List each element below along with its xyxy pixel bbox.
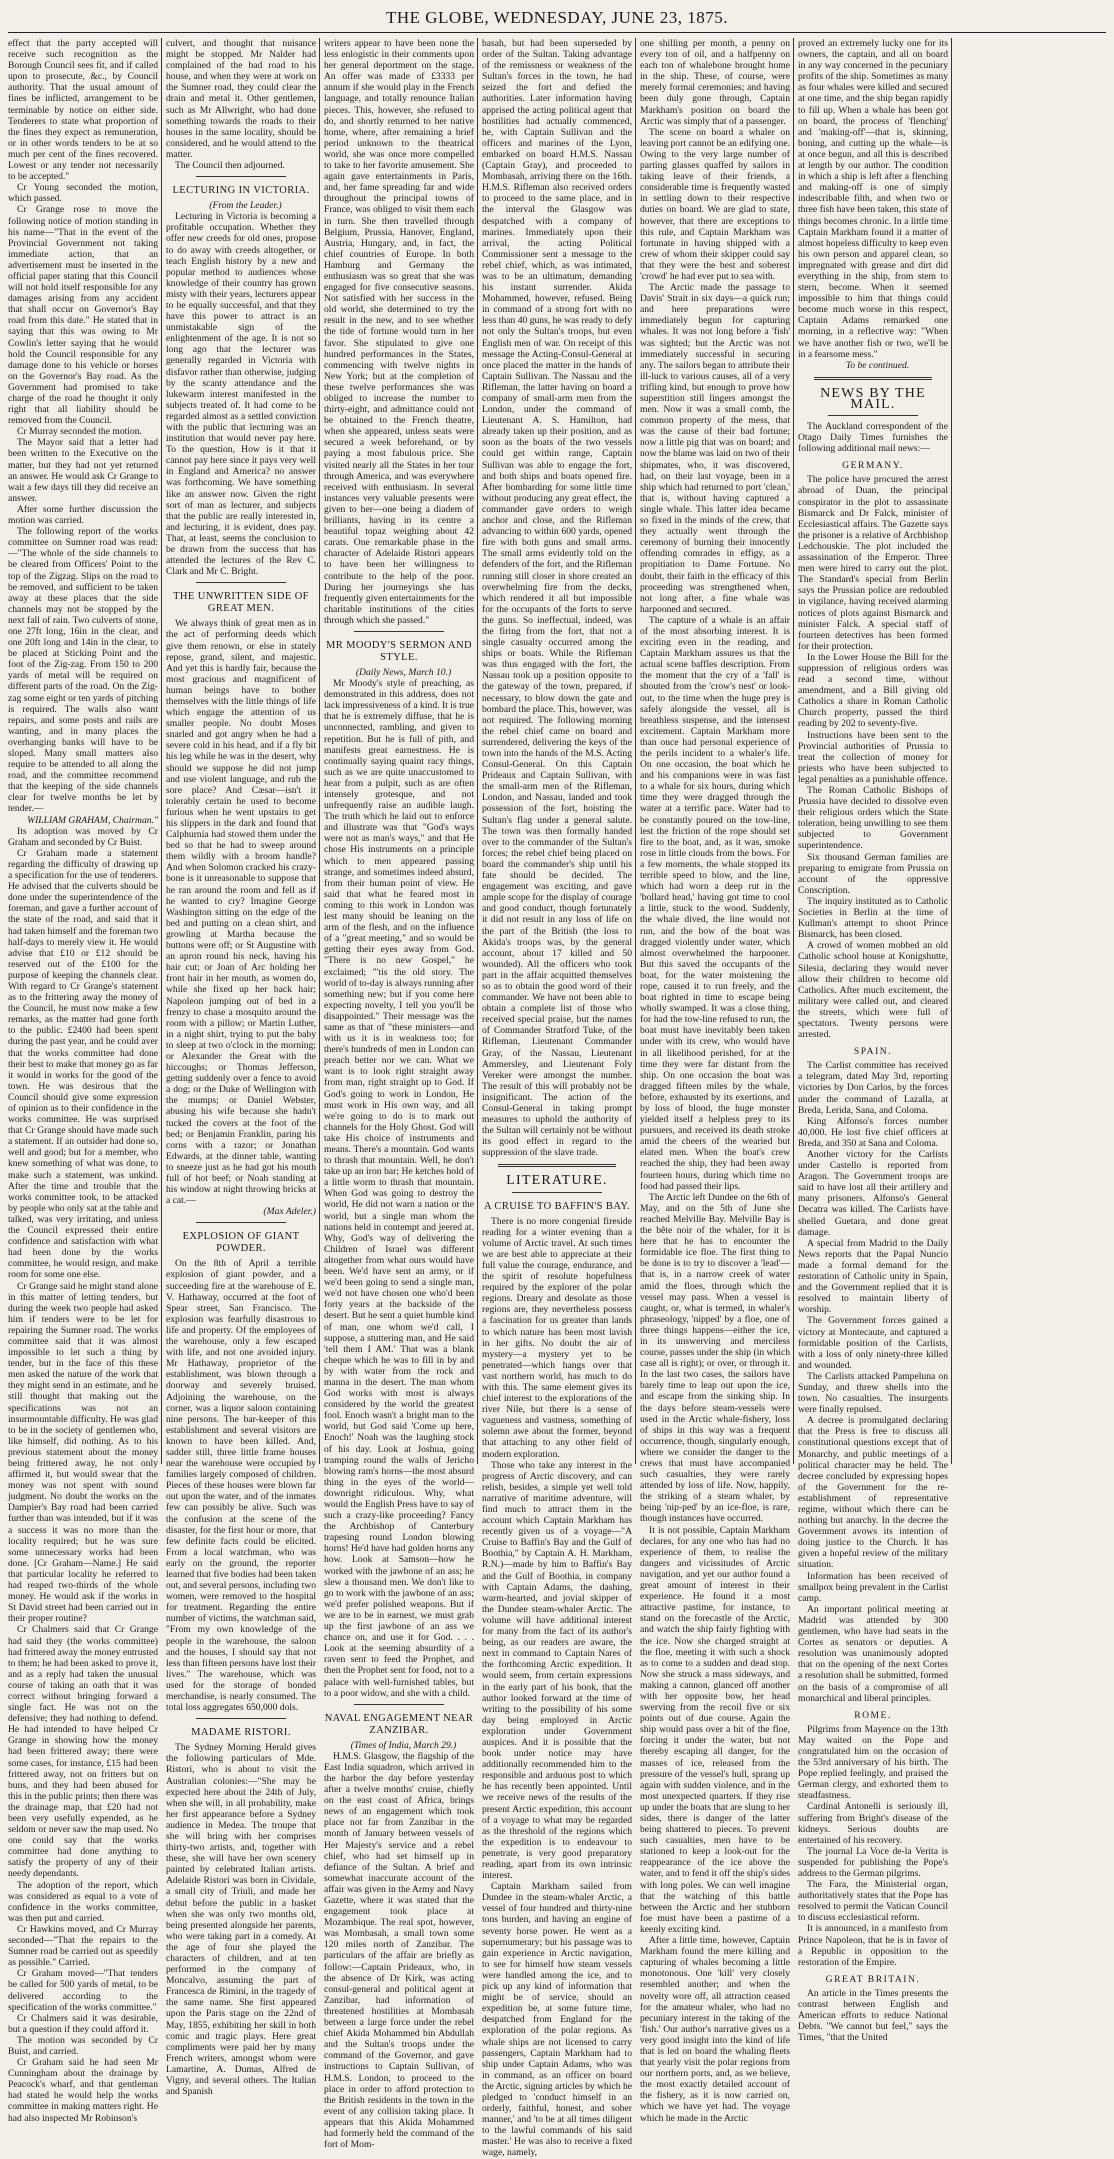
paragraph: proved an extremely lucky one for its owners, the captain, and all on board in any way concerned in the pecuniary profits of the ship. Sometimes as many as four whales were killed and secured at one time, and the ship began rapidly to fill up. When a whale has been got on board, the process of 'flenching' and 'making-off'—that is, skinning, boning, and cutting up the whale—is at once begun, and all this is described at length by our author. The condition in which a ship is left after a flenching and making-off is one of simply indescribable filth, and when two or three fish have been taken, this state of things becomes chronic. In a little time Captain Markham found it a matter of almost hopeless difficulty to keep even his own person and apparel clean, so impregnated with grease and dirt did everything in the ship, from stem to stern, become. When it seemed impossible to him that things could become much worse in this respect, Captain Adams remarked one morning, in a reflective way: "When we have another fish or two, we'll be in a fearsome mess." — [798, 38, 948, 360]
divider — [196, 1222, 286, 1223]
paragraph: The Carlist committee has received a telegram, dated May 3rd, reporting victories by Don Carlos, by the forces under the command of Lazalla, at Breda, Lerida, Sana, and Coloma. — [798, 1060, 948, 1116]
column-5 — [640, 38, 791, 2124]
paragraph: After a little time, however, Captain Markham found the mere killing and capturing of whales becoming a little monotonous. One 'kill' very closely resembled another; and when the novelty wore off, all attraction ceased for the amateur whaler, who had no pecuniary interest in the taking of the 'fish.' Our author's narrative gives us a very good insight into the kind of life that is led on board the whaling fleets that yearly visit the polar regions from our northern ports, and, as we believe, the most exactly detailed account of the fishery, as it is now carried on, which we have yet had. The voyage which he made in the Arctic — [640, 1935, 790, 2124]
paragraph: The scene on board a whaler on leaving port cannot be an edifying one. Owing to the very large number of parting glasses quaffed by sailors in taking leave of their friends, a considerable time is frequently wasted in settling down to their respective duties on board. We are glad to state, however, that there are exceptions to this rule, and Captain Markham was fortunate in having shipped with a crew of whom their skipper could say that they were the best and soberest 'crowd' he had ever put to sea with. — [640, 126, 790, 282]
paragraph: The journal La Voce de-la Verita is suspended for publishing the Pope's address to the German pilgrims. — [798, 1845, 948, 1879]
divider — [814, 377, 932, 380]
column-4 — [482, 38, 633, 2159]
paragraph: Cr Graham said he had seen Mr Cunningham about the drainage by Peacock's wharf, and that gentleman had stated he would help the works committee in making matters right. He had also inspected Mr Robinson's — [8, 2057, 158, 2124]
article-headline: EXPLOSION OF GIANT POWDER. — [182, 1231, 300, 1255]
article-source: (Daily News, March 10.) — [355, 666, 452, 678]
article-source: (Times of India, March 29.) — [350, 1739, 457, 1751]
paragraph: The Government forces gained a victory at Montecaute, and captured a formidable position of the Carlists, with a loss of only ninety-three killed and wounded. — [798, 1315, 948, 1371]
paragraph: Cr Murray seconded the motion. — [17, 426, 142, 438]
section-headline: NEWS BY THE MAIL. — [820, 385, 926, 412]
paragraph: The Council then adjourned. — [175, 160, 285, 172]
paragraph: Mr Moody's style of preaching, as demonstrated in this address, does not lack impressiveness of a kind. It is true that he is extremely diffuse, that he is unconnected, rambling, and given to repetition. But he is full of pith, and manifests great earnestness. He is continually saying quaint racy things, such as we are quite unaccustomed to hear from a pulpit, such as are often intensely grotesque, and not unfrequently raise an audible laugh. The truth which he laid out to enforce and illustrate was that "God's ways were not as man's ways," and that He chose His instruments on a principle which to men appeared passing strange, and sometimes indeed absurd, from their human point of view. He said that what he feared most in coming to this work in London was lest many should be leaning on the arm of the flesh, and on the influence of a "great meeting," and so would be getting their eyes away from God. "There is no new Gospel," he exclaimed; "'tis the old story. The world of to-day is always running after something new; but if you come here expecting novelty, I tell you you'll be disappointed." Their message was the same as that of "these ministers—and with us it is in weakness too; for there's hundreds of men in London can preach better nor we can. What we want is to look right straight away from man, right straight up to God. If God's going to work in London, He must work in His own way, and all we're going to do is to mark out channels for the Holy Ghost. God will take His choice of instruments and means. There's a mountain. God wants to thrash that mountain. Well, he don't take up an iron bar; He ketches hold of a little worm to thrash that mountain. When God was going to destroy the world, He did not warn a nation or the world, but a single man whom the nations held in contempt and jeered at. Why, God's way of delivering the Children of Israel was different altogether from what ours would have been. We'd have sent an army, or if we'd been going to send a single man, we'd not have chosen one who'd been forty years at the backside of the desert. But he sent a quiet humble kind of man, one whom we'd call, I suppose, a stuttering man, and He said 'tell them I AM.' That was a blank cheque which he was to fill in by and by with water from the rock and manna in the desert. The man whom God works with most is always considered by the world the greatest fool. Enoch wasn't a bright man to the world, but God said 'Come up here, Enoch!' Noah was the laughing stock of his day. Look at Joshua, going tramping round the walls of Jericho blowing ram's horns—the most absurd thing in the eyes of the world—downright ridiculous. Why, what would the English Press have to say of such a crazy-like proceeding? Fancy the Archbishop of Canterbury trapesing round London blowing horns! He'd have had golden horns any how. Look at Samson—how he worked with the jawbone of an ass; he slew a thousand men. We don't like to go to work with the jawbone of an ass; we'd prefer polished weapons. But if we are to be in earnest, we must grab up the first jawbone of an ass we chance on, and use it for God. . . . Look at the seeming absurdity of a raven sent to feed the Prophet, and then the Prophet sent for food, not to a palace with well-furnished tables, but to a poor widow, and she with a child. — [324, 678, 474, 1699]
paragraph: The inquiry instituted as to Catholic Societies in Berlin at the time of Kullman's attempt to shoot Prince Bismarck, has been closed. — [798, 895, 948, 941]
paragraph: Captain Markham sailed from Dundee in the steam-whaler Arctic, a vessel of four hundred and thirty-nine tons burden, and having an engine of seventy horse power. He went as a supernumerary; but his passage was to gain experience in Arctic navigation, to see for himself how steam vessels were handled among the ice, and to pick up any kind of information that might be of service, should an expedition be, at some future time, despatched from England for the exploration of the polar regions. As whale ships are not licensed to carry passengers, Captain Markham had to ship under Captain Adams, who was in command, as an officer on board the Arctic, signing articles by which he pledged to 'conduct himself in an orderly, faithful, honest, and sober manner,' and 'to be at all times diligent to the lawful commands of his said master.' He was also to receive a fixed wage, namely, — [482, 1881, 632, 2159]
paragraph: Cr Chalmers said that Cr Grange had said they (the works committee) had frittered away the money entrusted to them; he had been asked to prove it, and as a reply had taken the unusual course of taking an oath that it was correct without bringing forward a single fact. He was not on the defensive; they had nothing to defend. He had intended to have helped Cr Grange in showing how the money had been frittered away; there were some cases, for instance, £15 had been frittered away, not on fritters but on buns, and they had been abused for this in the public prints; then there was the drainage map, that £20 had not been very usefully expended, as he seldom or never saw the map used. No one could say that the works committee had done anything to satisfy the property of any of their needy dependants. — [8, 1624, 158, 1880]
divider — [196, 176, 286, 177]
column-divider — [161, 38, 162, 1464]
paragraph: A special from Madrid to the Daily News reports that the Papal Nuncio made a formal demand for the restoration of Catholic unity in Spain, and the Government replied that it is resolved to maintain liberty of worship. — [798, 1237, 948, 1316]
paragraph: The Roman Catholic Bishops of Prussia have decided to dissolve even their religious orders which the State toleration, being unwilling to see them subjected to Government superintendence. — [798, 785, 948, 852]
article-headline: MADAME RISTORI. — [191, 1727, 291, 1739]
paragraph: Cardinal Antonelli is seriously ill, suffering from Bright's disease of the kidneys. Serious doubts are entertained of his recovery. — [798, 1801, 948, 1846]
paragraph: one shilling per month, a penny on every ton of oil, and a halfpenny on each ton of whalebone brought home in the ship. These, of course, were merely formal ceremonies; and having been duly gone through, Captain Markham's position on board the Arctic was simply that of a passenger. — [640, 38, 790, 127]
paragraph: The Fara, the Ministerial organ, authoritatively states that the Pope has resolved to permit the Vatican Council to discuss ecclesiastical reform. — [798, 1879, 948, 1924]
section-headline: LITERATURE. — [506, 1173, 608, 1189]
masthead-title: THE GLOBE, WEDNESDAY, JUNE 23, 1875. — [385, 8, 729, 27]
subsection-heading: GREAT BRITAIN. — [825, 1973, 921, 1985]
article-headline: A CRUISE TO BAFFIN'S BAY. — [483, 1200, 630, 1212]
paragraph: An article in the Times presents the contrast between English and American efforts to reduce National Debts. "We cannot but feel," says the Times, "that the United — [798, 1987, 948, 2044]
paragraph: After some further discussion the motion was carried. — [8, 503, 158, 527]
paragraph: Those who take any interest in the progress of Arctic discovery, and can relish, besides, a simple yet well told narrative of maritime adventure, will find much to attract them in the account which Captain Markham has recently given us of a voyage—"A Cruise to Baffin's Bay and the Gulf of Boothia," by Captain A. H. Markham, R.N.)—made by him to Baffin's Bay and the Gulf of Boothia, in company with Captain Adams, the dashing, warm-hearted, and jovial skipper of the Dundee steam-whaler Arctic. The volume will have additional interest for many from the fact of its author's being, as our readers are aware, the next in command to Captain Nares of the forthcoming Arctic expedition. It would seem, from certain expressions in the early part of his book, that the author looked forward at the time of writing to the possibility of his some day being employed in Arctic exploration under Government auspices. And it is possible that the book under notice may have additionally recommended him to the responsible and arduous post to which he has recently been appointed. Until we receive news of the results of the present Arctic expedition, this account of a voyage to what may be regarded as the threshold of the regions which the expedition is to endeavour to penetrate, is very good preparatory reading, apart from its own intrinsic interest. — [482, 1459, 632, 1882]
column-1 — [8, 38, 158, 2124]
article-headline: NAVAL ENGAGEMENT NEAR ZANZIBAR. — [324, 1712, 474, 1736]
paragraph: King Alfonso's forces number 40,000. He lost five chief officers at Breda, and 350 at Sana and Coloma. — [798, 1115, 948, 1149]
divider — [196, 1718, 286, 1719]
column-divider — [951, 38, 952, 1464]
paragraph: The police have procured the arrest abroad of Duan, the principal conspirator in the plot to assassinate Bismarck and Dr Falck, minister of Ecclesiastical affairs. The Gazette says the prisoner is a relative of Archbishop Ledchouskie. The plot included the assassination of the Emperor. Three men were hired to carry out the plot. The Standard's special from Berlin says the Prussian police are redoubled in vigilance, having received alarming notices of plots against Bismarck and minister Falck. A special staff of fourteen detectives has been formed for their protection. — [798, 474, 948, 652]
paragraph: Cr Chalmers said it was desirable, but a question if they could afford it. — [8, 2012, 158, 2035]
paragraph: Pilgrims from Mayence on the 13th May waited on the Pope and congratulated him on the occasion of the 53rd anniversary of his birth. The Pope replied feelingly, and praised the German clergy, and exhorted them to steadfastness. — [798, 1723, 948, 1802]
paragraph: We always think of great men as in the act of performing deeds which give them renown, or else in stately repose, grand, silent, and majestic. And yet this is hardly fair, because the most gracious and magnificent of human beings have to bother themselves with the little things of life which engage the attention of us smaller people. No doubt Moses snarled and got angry when he had a severe cold in his head, and if a fly bit his leg while he was in the desert, why should we suppose he did not jump and use violent language, and rub the sore place? And Cæsar—isn't it tolerably certain he used to become furious when he went upstairs to get his slippers in the dark and found that Calphurnia had stowed them under the bed so that he had to sweep around them wildly with a broom handle? And when Solomon cracked his crazy-bone is it unreasonable to suppose that he ran around the room and fell as if he wanted to cry? Imagine George Washington sitting on the edge of the bed and putting on a clean shirt, and growling at Martha because the buttons were off; or St Augustine with an apron round his neck, having his hair cut; or Joan of Arc holding her front hair in her mouth, as women do, while she fixed up her back hair; Napoleon jumping out of bed in a frenzy to chase a mosquito around the room with a pillow; or Martin Luther, in a night shirt, trying to put the baby to sleep at two o'clock in the morning; or Alexander the Great with the hiccoughs; or Thomas Jefferson, getting suddenly over a fence to avoid a dog; or the Duke of Wellington with the mumps; or Daniel Webster, abusing his wife because she hadn't tucked the covers at the foot of the bed; or Benjamin Franklin, paring his corns with a razor; or Jonathan Edwards, at the dinner table, wanting to sneeze just as he had got his mouth full of hot beef; or Noah standing at his window at night throwing bricks at a cat.— — [166, 618, 316, 1207]
paragraph: It is announced, in a manifesto from Prince Napoleon, that he is in favor of a Republic in opposition to the restoration of the Empire. — [798, 1923, 948, 1968]
divider — [354, 1704, 444, 1705]
article-headline: MR MOODY'S SERMON AND STYLE. — [326, 639, 472, 663]
subsection-heading: SPAIN. — [853, 1046, 893, 1058]
paragraph: The adoption of the report, which was considered as equal to a vote of confidence in the works committee, was then put and carried. — [8, 1879, 158, 1924]
paragraph: Instructions have been sent to the Provincial authorities of Prussia to treat the collection of money for priests who have been subjected to legal penalties as a punishable offence. — [798, 729, 948, 785]
paragraph: H.M.S. Glasgow, the flagship of the East India squadron, which arrived in the harbor the day before yesterday after a twelve months' cruise, chiefly on the east coast of Africa, brings news of an engagement which took place not far from Zanzibar in the month of January between vessels of Her Majesty's service and a rebel chief, who had set himself up in defiance of the Sultan. A brief and somewhat inaccurate account of the affair was given in the Army and Navy Gazette, where it was stated that the engagement took place at Mozambique. The real spot, however, was Mombasah, a small town some 120 miles north of Zanzibar. The particulars of the affair are briefly as follow:—Captain Prideaux, who, in the absence of Dr Kirk, was acting consul-general and political agent at Zanzibar, had information of threatened hostilities at Mombasah between a large force under the rebel chief Akida Mohammed bin Abdullah and the Sultan's troops under the command of the Governor, and gave instructions to Captain Sullivan, of H.M.S. London, to proceed to the place in order to afford protection to the British residents in the town in the event of any collision taking place. It appears that this Akida Mohammed had formerly held the command of the fort of Mom- — [324, 1750, 474, 2151]
paragraph: The Auckland correspondent of the Otago Daily Times furnishes the following additional mail news:— — [798, 421, 948, 455]
paragraph: writers appear to have been none the less enlogistic in their comments upon her general deportment on the stage. An offer was made of £3333 per annum if she would play in the French language, and totally renounce Italian pieces. This, however, she refused to do, and shortly returned to her native home, where, after remaining a brief period unknown to the theatrical world, she was once more compelled to take to her favorite amusement. She again gave entertainments in Paris, and, her fame spreading far and wide throughout the principal towns of France, was obliged to visit them each in turn. She then travelled through Belgium, Prussia, Hanover, England, Austria, Hungary, and, in fact, the chief countries of Europe. In both Hamburg and Germany the enthusiasm was so great that she was engaged for five consecutive seasons. Not satisfied with her success in the old world, she determined to try the result in the new, and to see whether the tide of fortune would turn in her favor. She stipulated to give one hundred performances in the States, commencing with twelve nights in New York; but at the completion of these twelve performances she was obliged to increase the number to thirty-eight, and admittance could not be obtained to the French theatre, when she appeared, unless seats were secured a week beforehand, or by paying a most fabulous price. She visited nearly all the States in her tour through America, and was everywhere received with enthusiasm. In several instances very valuable presents were given to her—one being a diadem of brilliants, having in its centre a beautiful topaz weighing about 42 carats. One remarkable phase in the character of Adelaide Ristori appears to have been her willingness to contribute to the help of the poor. During her journeyings she has frequently given entertainments for the charitable institutions of the cities through which she passed." — [324, 38, 474, 626]
column-3 — [324, 38, 474, 2151]
article-source: (From the Leader.) — [209, 200, 282, 212]
article-headline: THE UNWRITTEN SIDE OF GREAT MEN. — [173, 591, 309, 615]
paragraph: The capture of a whale is an affair of the most absorbing interest. It is exciting even in the reading, and Captain Markham assures us that the actual scene baffles description. From the moment that the cry of a 'fall' is shouted from the 'crow's nest' or look-out, to the time when the huge prey is safely alongside the vessel, all is breathless suspense, and the intensest excitement. Captain Markham more than once had personal experience of the perils incident to a whaler's life. On one occasion, the boat which he and his companions were in was fast to a whale for six hours, during which time they were dragged through the water at a terrific pace. Water had to be constantly poured on the tow-line, lest the friction of the rope should set fire to the boat, and, as it was, smoke rose in little clouds from the bows. For a few moments, the whale stopped its terrible speed to blow, and the line, which had worn a deep rut in the 'bollard head,' having got time to cool a little, stuck to the wood. Suddenly, the whale dived, the line would not run, and the bow of the boat was dragged violently under water, which almost overwhelmed the harpooner. But this saved the occupants of the boat, for the water moistening the rope, caused it to run freely, and the boat righted in time to escape being wholly swamped. It was a close thing, for had the tow-line refused to run, the boat must have inevitably been taken under with its crew, who would have in all likelihood perished, for at the time they were far distant from the ship. On one occasion the boat was dragged fifteen miles by the whale, before, exhausted by its exertions, and by loss of blood, the huge monster yielded itself a helpless prey to its pursuers, and received its death stroke amid the cheers of the wearied but elated men. When the boat's crew reached the ship, they had been away fourteen hours, during which time no food had passed their lips. — [640, 614, 790, 1192]
paragraph: There is no more congenial fireside reading for a winter evening than a volume of Arctic travel. At such times we are best able to appreciate at their full value the courage, endurance, and the spirit of resolute hopefulness required by the explorer of the polar regions. Dreary and desolate as those regions are, they nevertheless possess a fascination for us greater than lands to which nature has been most lavish in her gifts. No doubt the air of mystery—a mystery yet to be penetrated—which hangs over that vast northern world, has much to do with this. The same element gives its chief interest to the explorations of the river Nile, but there is a sense of vagueness and vastness, something of solemn awe about the former, beyond that attaching to any other field of modern exploration. — [482, 1215, 632, 1460]
paragraph: Six thousand German families are preparing to emigrate from Prussia on account of the oppressive Conscription. — [798, 851, 948, 896]
paragraph: The Arctic made the passage to Davis' Strait in six days—a quick run; and here preparations were immediately begun for capturing whales. It was not long before a 'fish' was sighted; but the Arctic was not immediately successful in securing any. The sailors began to attribute their ill-luck to various causes, all of a very trifling kind, but enough to prove how superstition still lingers amongst the men. Now it was a small comb, the common property of the mess, that was the cause of their bad fortune; now a little pig that was on board; and now the blame was laid on two of their shipmates, who, it was discovered, had, on their last voyage, been in a ship which had returned to port 'clean,' that is, without having captured a single whale. This latter idea became so fixed in the minds of the crew, that they actually went through the ceremony of burning their innocently offending comrades in effigy, as a propitiation to Dame Fortune. No doubt, their faith in the efficacy of this proceeding was strengthened when, not long after, a fine whale was harpooned and secured. — [640, 282, 790, 615]
paragraph: The Arctic left Dundee on the 6th of May, and on the 5th of June she reached Melville Bay. Melville Bay is the bête noir of the whaler, for it is here that he has to encounter the formidable ice floe. The first thing to be done is to try to discover a 'lead'—that is, in a narrow creek of water amid the floes, through which the vessel may pass. When a vessel is caught, or, what is termed, in whaler's phraseology, 'nipped' by a floe, one of three things happens—either the ice, in its unswerving and merciless course, passes under the ship (in which case all is right); or over, or through it. In the last two cases, the sailors have barely time to leap out upon the ice, and escape from the sinking ship. In the days before steam-vessels were used in the Arctic whale-fishery, loss of ships in this way was a frequent occurrence, though, singularly enough, where we consider the danger to the crews that must have accompanied such casualties, they were rarely attended by loss of life. Now, happily, the striking of a steam whaler, by being 'nip-ped' by an ice-floe, is rare, though instances have occurred. — [640, 1191, 791, 1525]
paragraph: Cr Graham made a statement regarding the difficulty of drawing up a specification for the use of tenderers. He advised that the culverts should be done under the superintendence of the foreman, and gave a further account of the state of the road, and said that it had taken himself and the foreman two half-days to merely view it. He would advise that £10 or £12 should be reserved out of the £100 for the purpose of keeping the channels clear. With regard to Cr Grange's statement as to the frittering away the money of the Council, he must now make a few remarks, as the matter had gone forth to the public. £2400 had been spent during the past year, and he could aver that the works committee had done their best to make that money go as far it would in works for the good of the town. He was desirous that the Council should give some expression of opinion as to their confidence in the works committee. He was surprised that Cr Grange should have made such a statement. If an outsider had done so, well and good; but for a member, who knew something of what was done, to make such a statement, was unkind. After the time and trouble that the works committee took, to be attacked by people who only sat at the table and talked, was very irritating, and unless the Council expressed their entire confidence and satisfaction with what had been done by the works committee, he would resign, and make room for some one else. — [8, 847, 158, 1281]
paragraph: effect that the party accepted will receive such recognition as the Borough Council sees fit, and if called upon to prosecute, &c., by Council authority. That the usual amount of fines be inflicted, arrangement to be terminable by notice on either side. Tenderers to state what proportion of the fines they expect as remuneration, or in other words tenders to be at so much per cent of the fines recovered. Lowest or any tender not necessarily to be accepted." — [8, 38, 158, 183]
paragraph: It is not possible, Captain Markham declares, for any one who has had no experience of them, to realise the dangers and vicissitudes of Arctic navigation, and yet our author found a great amount of interest in their experience. He found it a most attractive pastime, for instance, to stand on the forecastle of the Arctic, and watch the ship fairly fighting with the ice. Now she charged straight at the floe, meeting it with such a shock as to come to a sudden and dead stop. Now she struck a mass sideways, and making a cannon, glanced off another with her opposite bow, her head swerving from the recoil five or six points out of due course. Again the ship would pass over a bit of the floe, forcing it under the water, but not thereby escaping all danger, for the masses of ice, released from the pressure of the vessel's hull, sprang up again with sudden violence, and in the most unexpected quarters. If they rise up under the boats that are slung to her sides, there is danger of the latter being shattered to pieces. To prevent such casualties, men have to be stationed to keep a look-out for the reappearance of the ice above the water, and to fend it off the ship's sides with long poles. We can well imagine that the watching of this battle between the Arctic and her stubborn foe must have been a pastime of a keenly exciting kind. — [640, 1524, 790, 1935]
subsection-heading: GERMANY. — [842, 460, 904, 472]
paragraph: basah, but had been superseded by order of the Sultan. Taking advantage of the remissness or weakness of the Sultan's forces in the town, he had seized the fort and defied the authorities. Later information having apprised the acting political agent that hostilities had actually commenced, he, with Captain Sullivan and the officers and marines of the Lyon, embarked on board H.M.S. Nassau (Captain Gray), and proceeded to Mombasah, arriving there on the 16th. H.M.S. Rifleman also received orders to proceed to the same place, and in the interval the Glasgow was despatched with a company of marines. Immediately upon their arrival, the acting Political Commissioner sent a message to the rebel chief, which, as was intimated, was to be an ultimatum, demanding his instant surrender. Akida Mohammed, however, refused. Being in command of a strong fort with no less than 40 guns, he was ready to defy not only the Sultan's troops, but even English men of war. On receipt of this message the Acting-Consul-General at once placed the matter in the hands of Captain Sullivan. The Nassau and the Rifleman, the latter having on board a company of small-arm men from the London, under the command of Lieutenant A. S. Hamilton, had already taken up their position, and as soon as the boats of the two vessels could get within range, Captain Sullivan was able to engage the fort, and both ships and boats opened fire. After bombarding for some little time without producing any great effect, the commander gave orders to weigh anchor and close, and the Rifleman advancing to within 600 yards, opened fire with both guns and small arms. The small arms evidently told on the defenders of the fort, and the Rifleman running still closer in shore created an overwhelming fire from the decks, which rendered it all but impossible for the occupants of the forts to serve the guns. So ineffectual, indeed, was the firing from the fort, that not a single casualty occurred among the ships or boats. While the Rifleman was thus engaged with the fort, the Nassau took up a position opposite to the gateway of the town, prepared, if necessary, to blow down the gate and bombard the place. This, however, was not required. The following morning the rebel chief came on board and surrendered, delivering the keys of the town into the hands of the M.S. Acting Consul-General. On this Captain Prideaux and Captain Sullivan, with the small-arm men of the Rifleman, London, and Nassau, landed and took possession of the fort, hoisting the Sultan's flag under a general salute. The town was then formally handed over to the commander of the Sultan's forces; the rebel chief being placed on board the commander's ship until his fate should be decided. The engagement was exciting, and gave ample scope for the display of courage and good conduct, though fortunately it did not result in any loss of life on the part of the British (the loss to Akida's troops was, by the general account, about 17 killed and 50 wounded). All the officers who took part in the affair acquitted themselves so as to obtain the good word of their commander. We have not been able to obtain a complete list of those who received special praise, but the names of Commander Stratford Tuke, of the Rifleman, Lieutenant Commander Gray, of the Nassau, Lieutenant Ammersley, and Lieutenant Foly Vereker were amongst the number. The result of this will probably not be insignificant. The action of the Consul-General in taking prompt measures to uphold the authority of the Sultan will certainly not be without its good effect in regard to the suppression of the slave trade. — [482, 38, 633, 1159]
masthead-rule — [8, 32, 1106, 33]
paragraph: The following report of the works committee on Sumner road was read:—"The whole of the side channels to be cleared from Officers' Point to the top of the Zigzag. Slips on the road to be removed, and sufficient to be taken away at these places that the side channels may not be stopped by the next fall of rain. Two culverts of stone, one 27ft long, 16in in the clear, and one 20ft long and 14in in the clear, to be placed at Sticking Point and the foot of the Zig-zag. From 150 to 200 yards of metal will be required on different parts of the road. On the Zig-zag some eight or ten yards of pitching is required. The walls also want repairs, and some posts and rails are wanting, and in many places the overhanging banks will have to be sloped. Many small matters also require to be attended to all along the road, and the committee recommend that the keeping of the side channels clear for twelve months be let by tender.— — [8, 526, 158, 815]
paragraph: Its adoption was moved by Cr Graham and seconded by Cr Buist. — [8, 825, 158, 848]
paragraph: In the Lower House the Bill for the suppression of religious orders was read a second time, without amendment, and a Bill giving old Catholics a share in Roman Catholic Church property, passed the third reading by 202 to seventy-five. — [798, 651, 948, 730]
column-2 — [166, 38, 317, 2098]
divider — [828, 415, 918, 416]
signature: WILLIAM GRAHAM, Chairman." — [27, 814, 158, 826]
article-headline: LECTURING IN VICTORIA. — [172, 185, 310, 197]
column-divider — [635, 38, 636, 1464]
divider — [498, 1164, 616, 1167]
paragraph: Cr Grange said he might stand alone in this matter of letting tenders, but during the week two people had asked him if tenders were to be let for repairing the Sumner road. The works committee said that it was almost impossible to let such a thing by tender, but in the face of this these men asked the nature of the work that they might send in an estimate, and he still thought that making out the specifications was not an insurmountable difficulty. He was glad to be in the society of gentlemen who, like himself, did nothing. As to his previous statement about the money being frittered away, he not only affirmed it, but would swear that the money was not spent with sound judgment. No doubt the works on the Dampier's Bay road had been carried further than was intended, but if it was a success it was no more than the locality required; but he was sure some unnecessary works had been done. [Cr Graham—Name.] He said that particular locality he referred to had reaped two-thirds of the whole money. He would ask if the works in St David street had been carried out in their proper routine? — [8, 1280, 158, 1625]
paragraph: The Sydney Morning Herald gives the following particulars of Mde. Ristori, who is about to visit the Australian colonies:—"She may be expected here about the 24th of July, when she will, in all probability, make her first appearance before a Sydney audience in Medea. The troupe that she will bring with her comprises thirty-two artists, and, together with these, she will have her own scenery painted by celebrated Italian artists. Adelaide Ristori was born in Cividale, a small city of Triuli, and made her debut before the public in a basket when she was only two months old, being presented alongside her parents, who were taking part in a comedy. At the age of four she played the characters of children, and at ten performed in the company of Moncalvo, assuming the part of Francesca de Rimini, in the tragedy of the same name. She first appeared upon the Paris stage on the 22nd of May, 1855, exhibiting her skill in both comic and tragic plays. Here great compliments were paid her by many French writers, amongst whom were Lamartine, A. Dumas, Alfred de Vigny, and several others. The Italian and Spanish — [166, 1742, 316, 2098]
paragraph: Another victory for the Carlists under Castello is reported from Aragon. The Government troops are said to have lost all their artillery and many prisoners. Alfonso's General Decatra was killed. The Carlists have shelled Guetara, and done great damage. — [798, 1149, 948, 1238]
column-divider — [793, 38, 794, 1464]
paragraph: Lecturing in Victoria is becoming a profitable occupation. Whether they offer new creeds for old ones, propose to do away with creeds altogether, or teach English history by a new and popular method to audiences whose knowledge of their country has grown misty with their years, lecturers appear to be equally successful, and that they have this power to attract is an unmistakable sign of the enlightenment of the age. It is not so long ago that the lecturer was generally regarded in Victoria with disfavor rather than otherwise, judging by the scanty attendance and the lukewarm interest manifested in the subjects treated of. It had come to be regarded almost as a settled conviction with the public that lecturing was an institution that would never pay here. To the question, How is it that it cannot pay here since it pays very well in England and America? no answer was forthcoming. We have something like an answer now. Given the right sort of man as lecturer, and subjects that the public are really interested in, and lecturing, it is evident, does pay. That, at least, seems the conclusion to be drawn from the success that has attended the lectures of the Rev C. Clark and Mr C. Bright. — [166, 211, 316, 578]
paragraph: An important political meeting at Madrid was attended by 300 gentlemen, who have had seats in the Cortes as senators or deputies. A resolution was unanimously adopted that on the opening of the next Cortes a resolution shall be submitted, formed on the basis of a compromise of all monarchical and liberal principles. — [798, 1603, 948, 1704]
divider — [354, 631, 444, 632]
paragraph: Cr Graham moved—"That tenders be called for 500 yards of metal, to be delivered according to the specification of the works committee." — [8, 1968, 158, 2013]
subsection-heading: ROME. — [854, 1709, 892, 1721]
masthead — [0, 8, 1114, 30]
paragraph: On the 8th of April a terrible explosion of giant powder, and a succeeding fire at the warehouse of E. V. Hathaway, occurred at the foot of Spear street, San Francisco. The explosion was fearfully disastrous to life and property. Of the employees of the warehouse, only a few escaped with life, and not one avoided injury. Mr Hathaway, proprietor of the establishment, was blown through a doorway and severely bruised. Adjoining the warehouse, on the corner, was a liquor saloon containing nine persons. The bar-keeper of this establishment and several visitors are known to have been killed. And, sadder still, three little frame houses near the warehouse were occupied by families largely composed of children. Pieces of these houses were blown far out upon the water, and of the inmates few can possibly be alive. Such was the confusion at the scene of the disaster, for the first hour or more, that few definite facts could be elicited. From a local watchman, who was early on the ground, the reporter learned that five bodies had been taken out, and several persons, including two women, were removed to the hospital for treatment. Regarding the entire number of victims, the watchman said, "From my own knowledge of the people in the warehouse, the saloon and the houses, I should say that not less than fifteen persons have lost their lives." The warehouse, which was used for the storage of bonded merchandise, is nearly consumed. The total loss aggregates 650,000 dols. — [166, 1258, 317, 1714]
paragraph: culvert, and thought that nuisance might be stopped. Mr Nalder had complained of the bad road to his house, and when they were at work on the Sumner road, they could clear the drain and metal it. Other gentlemen, such as Mr Allwright, who had done something towards the roads to their houses in the same locality, should be considered, and he would attend to the matter. — [166, 38, 316, 160]
divider — [196, 582, 286, 583]
divider — [512, 1192, 602, 1193]
column-6 — [798, 38, 948, 2044]
paragraph: Information has been received of smallpox being prevalent in the Carlist camp. — [798, 1570, 948, 1604]
paragraph: The Carlists attacked Pampeluna on Sunday, and threw shells into the town. No casualties. The insurgents were finally repulsed. — [798, 1370, 948, 1416]
paragraph: The Mayor said that a letter had been written to the Executive on the matter, but they had not yet returned an answer. He would ask Cr Grange to wait a few days till they did receive an answer. — [8, 437, 158, 504]
paragraph: Cr Young seconded the motion, which passed. — [8, 182, 158, 205]
paragraph: Cr Hawkins moved, and Cr Murray seconded—"That the repairs to the Sumner road be carried out as speedily as possible." Carried. — [8, 1923, 158, 1969]
paragraph: The motion was seconded by Cr Buist, and carried. — [8, 2034, 158, 2057]
continued-note: To be continued. — [845, 359, 910, 371]
signature: (Max Adeler.) — [263, 1206, 316, 1218]
paragraph: A decree is promulgated declaring that the Press is free to discuss all constitutional questions except that of Monarchy, and public meetings of a political character may be held. The decree concluded by expressing hopes of the Government for the re-establishment of representative regime, without which there can be nothing but anarchy. In the decree the Government avows its intention of doing justice to the Church. It has given a hopeful review of the military situation. — [798, 1415, 948, 1571]
column-divider — [319, 38, 320, 1464]
paragraph: Cr Grange rose to move the following notice of motion standing in his name—"That in the event of the Provincial Government not taking immediate action, that an advertisement must be inserted in the official paper stating that this Council will not hold itself responsible for any damages arising from any accident that shall occur on Governor's Bay road from this date." He stated that in saying that this was owing to Mr Cowlin's letter saying that he would hold the Council responsible for any damage done to his vehicle or horses on the Governor's Bay road. As the Government had promised to take charge of the road he thought it only right that all liability should be removed from the Council. — [8, 204, 158, 427]
paragraph: A crowd of women mobbed an old Catholic school house at Konigshutte, Silesia, declaring they would never allow their children to become old Catholics. After much excitement, the military were called out, and cleared the streets, which were full of spectators. Twenty persons were arrested. — [798, 940, 948, 1041]
column-divider — [477, 38, 478, 1464]
